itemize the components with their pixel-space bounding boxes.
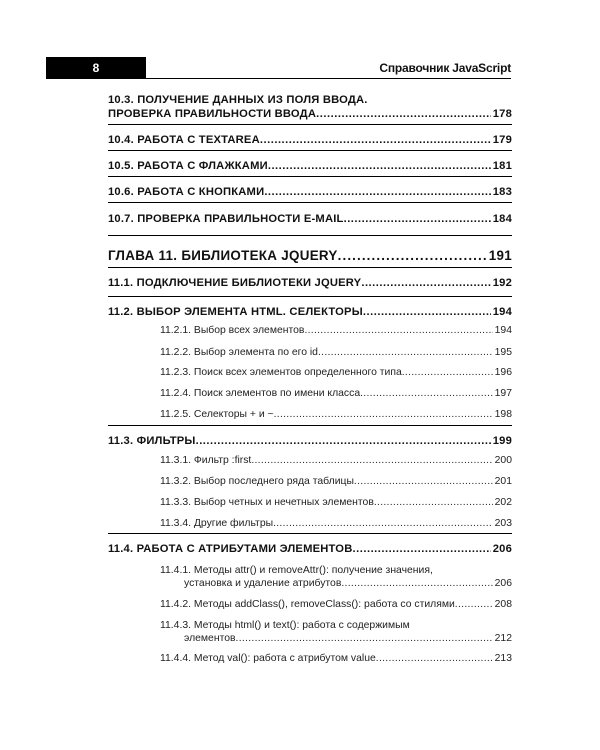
toc-entry-title: 11.4.4. Метод val(): работа с атрибутом value <box>160 653 376 664</box>
section-divider <box>108 202 512 203</box>
dot-leader <box>352 542 490 556</box>
toc-page-number: 195 <box>494 347 512 358</box>
dot-leader <box>318 346 493 359</box>
toc-page-number: 202 <box>494 497 512 508</box>
toc-page-number: 213 <box>494 653 512 664</box>
toc-section[interactable] <box>108 159 512 173</box>
dot-leader <box>268 159 491 173</box>
section-divider <box>108 533 512 534</box>
dot-leader <box>251 454 492 467</box>
toc-page-number: 196 <box>494 367 512 378</box>
toc-entry-title: 11.3.2. Выбор последнего ряда таблицы <box>160 476 354 487</box>
toc-page-number: 184 <box>492 213 512 225</box>
dot-leader <box>236 632 493 645</box>
dot-leader <box>273 517 493 530</box>
book-title: Справочник JavaScript <box>379 61 511 75</box>
toc-section[interactable] <box>108 133 512 147</box>
section-divider <box>108 124 512 125</box>
toc-subsection[interactable] <box>160 346 512 359</box>
dot-leader <box>361 276 490 290</box>
section-divider <box>108 150 512 151</box>
toc-entry-title: 11.3.1. Фильтр :first <box>160 455 252 466</box>
section-divider <box>108 267 512 268</box>
toc-entry-title: 11.3.4. Другие фильтры <box>160 518 274 529</box>
dot-leader <box>354 475 493 488</box>
toc-page-number: 212 <box>494 633 512 644</box>
toc-page-number: 178 <box>492 108 512 120</box>
toc-subsection[interactable] <box>160 454 512 467</box>
toc-entry-title: 11.3.3. Выбор четных и нечетных элементов <box>160 497 374 508</box>
toc-page-number: 201 <box>494 476 512 487</box>
dot-leader <box>274 408 493 421</box>
toc-section[interactable] <box>108 542 512 556</box>
toc-page-number: 181 <box>492 160 512 172</box>
dot-leader <box>264 185 490 199</box>
toc-subsection[interactable] <box>160 366 512 379</box>
toc-subsection[interactable] <box>160 564 512 590</box>
toc-subsection[interactable] <box>160 598 512 611</box>
toc-entry-title: 10.4. РАБОТА С TEXTAREA <box>108 134 260 146</box>
toc-entry-title: 11.2.4. Поиск элементов по имени класса <box>160 388 361 399</box>
dot-leader <box>360 387 493 400</box>
toc-subsection[interactable] <box>160 619 512 645</box>
toc-entry-title: элементов <box>184 633 236 644</box>
dot-leader <box>363 305 491 319</box>
toc-entry-title: 11.2. ВЫБОР ЭЛЕМЕНТА HTML. СЕЛЕКТОРЫ <box>108 306 363 318</box>
toc-page-number: 192 <box>492 277 512 289</box>
toc-subsection[interactable] <box>160 496 512 509</box>
page-number: 8 <box>46 57 146 79</box>
toc-page-number: 179 <box>492 134 512 146</box>
section-divider <box>108 425 512 426</box>
toc-page-number: 197 <box>494 388 512 399</box>
toc-page-number: 194 <box>492 306 512 318</box>
toc-entry-title: 11.4. РАБОТА С АТРИБУТАМИ ЭЛЕМЕНТОВ <box>108 543 353 555</box>
dot-leader <box>338 248 487 264</box>
toc-page-number: 200 <box>494 455 512 466</box>
toc-entry-title: 11.4.3. Методы html() и text(): работа с содержимым <box>160 620 410 631</box>
toc-section[interactable] <box>108 185 512 199</box>
toc-section[interactable] <box>108 276 512 290</box>
dot-leader <box>344 212 491 226</box>
toc-entry-title: 11.2.1. Выбор всех элементов <box>160 325 305 336</box>
section-divider <box>108 235 512 236</box>
toc-page-number: 206 <box>492 543 512 555</box>
toc-chapter[interactable] <box>108 248 512 264</box>
dot-leader <box>196 434 491 448</box>
toc-section[interactable] <box>108 434 512 448</box>
dot-leader <box>316 107 491 121</box>
section-divider <box>108 296 512 297</box>
dot-leader <box>455 598 493 611</box>
toc-entry-title: 11.1. ПОДКЛЮЧЕНИЕ БИБЛИОТЕКИ JQUERY <box>108 277 362 289</box>
running-header <box>46 57 511 79</box>
toc-subsection[interactable] <box>160 475 512 488</box>
toc-page-number: 203 <box>494 518 512 529</box>
dot-leader <box>402 366 493 379</box>
toc-entry-title: 10.6. РАБОТА С КНОПКАМИ <box>108 186 265 198</box>
toc-section[interactable] <box>108 93 512 121</box>
dot-leader <box>304 324 492 337</box>
toc-entry-title: 11.4.2. Методы addClass(), removeClass(): работа со стилями <box>160 599 455 610</box>
toc-subsection[interactable] <box>160 408 512 421</box>
section-divider <box>108 176 512 177</box>
toc-entry-title: ГЛАВА 11. БИБЛИОТЕКА JQUERY <box>108 248 338 263</box>
toc-entry-title: 10.7. ПРОВЕРКА ПРАВИЛЬНОСТИ E-MAIL <box>108 213 344 225</box>
toc-entry-title: 11.4.1. Методы attr() и removeAttr(): получение значения, <box>160 565 433 576</box>
toc-page-number: 206 <box>494 578 512 589</box>
toc-subsection[interactable] <box>160 387 512 400</box>
toc-entry-title: 11.3. ФИЛЬТРЫ <box>108 435 196 447</box>
dot-leader <box>374 496 493 509</box>
dot-leader <box>260 133 491 147</box>
toc-page-number: 194 <box>494 325 512 336</box>
toc-entry-title: установка и удаление атрибутов <box>184 578 342 589</box>
dot-leader <box>376 652 493 665</box>
toc-page-number: 183 <box>492 186 512 198</box>
toc-section[interactable] <box>108 305 512 319</box>
toc-entry-title: 11.2.2. Выбор элемента по его id <box>160 347 318 358</box>
toc-page-number: 199 <box>492 435 512 447</box>
dot-leader <box>341 577 492 590</box>
toc-page-number: 208 <box>494 599 512 610</box>
toc-entry-title: 11.2.5. Селекторы + и ~ <box>160 409 274 420</box>
toc-entry-title: 11.2.3. Поиск всех элементов определенного типа <box>160 367 402 378</box>
toc-subsection[interactable] <box>160 652 512 665</box>
toc-subsection[interactable] <box>160 324 512 337</box>
header-rule <box>146 78 511 79</box>
toc-page-number: 191 <box>488 248 512 263</box>
toc-entry-title: 10.5. РАБОТА С ФЛАЖКАМИ <box>108 160 268 172</box>
toc-entry-title: 10.3. ПОЛУЧЕНИЕ ДАННЫХ ИЗ ПОЛЯ ВВОДА. <box>108 94 368 106</box>
toc-section[interactable] <box>108 212 512 226</box>
toc-subsection[interactable] <box>160 517 512 530</box>
toc-entry-title: ПРОВЕРКА ПРАВИЛЬНОСТИ ВВОДА <box>108 108 317 120</box>
toc-page-number: 198 <box>494 409 512 420</box>
